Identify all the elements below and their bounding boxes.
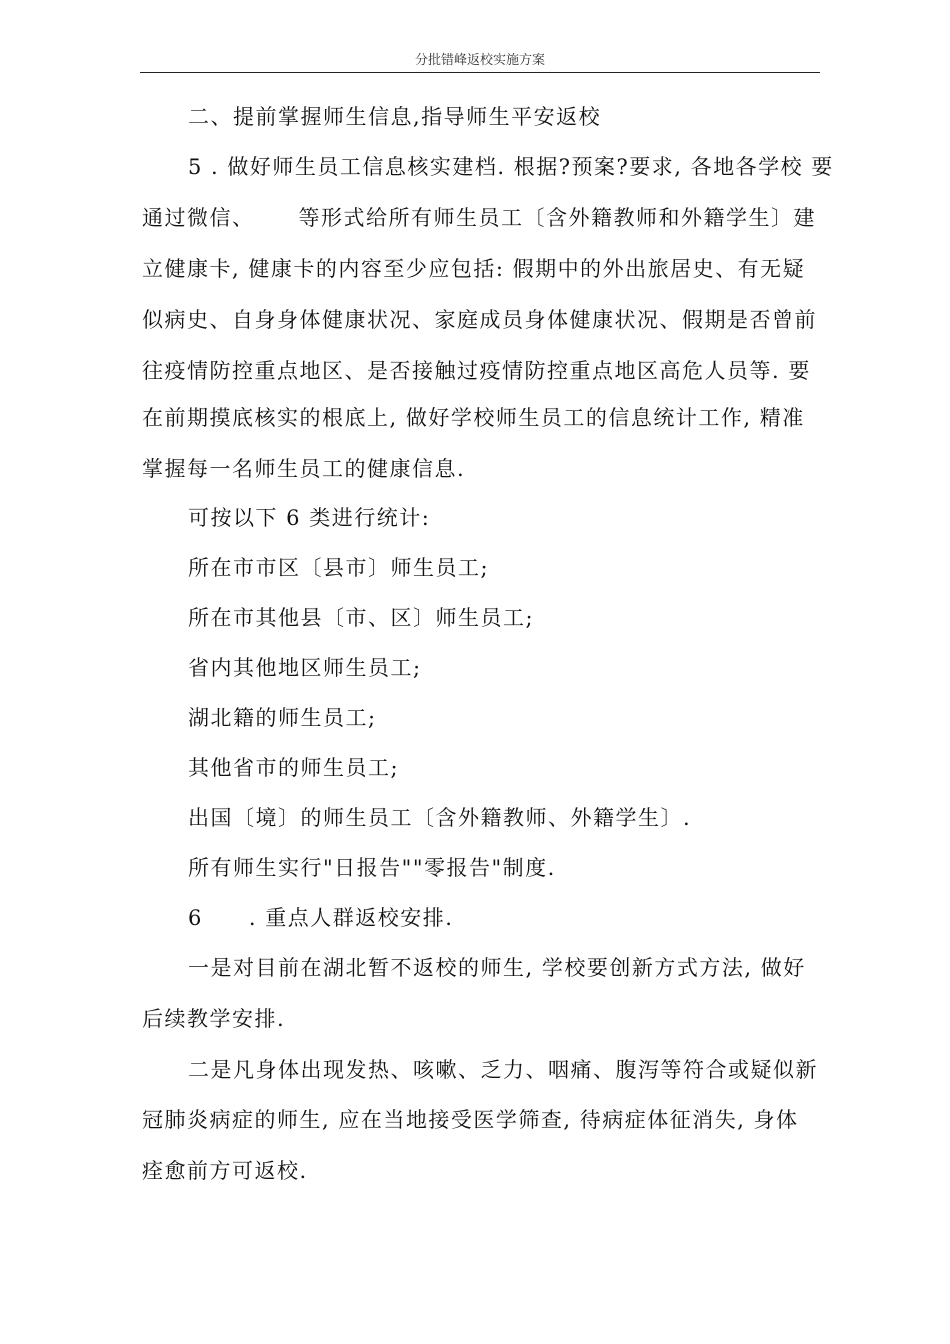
category-item: 省内其他地区师生员工;	[188, 656, 422, 680]
paragraph-5-line-5: 往疫情防控重点地区、是否接触过疫情防控重点地区高危人员等. 要	[142, 359, 811, 383]
section-heading: 二、提前掌握师生信息,指导师生平安返校	[188, 105, 602, 129]
paragraph-5-line-2b: 等形式给所有师生员工〔含外籍教师和外籍学生〕建	[298, 206, 816, 230]
paragraph-5-line-3: 立健康卡, 健康卡的内容至少应包括: 假期中的外出旅居史、有无疑	[142, 257, 806, 281]
paragraph-5-line-1: 5 . 做好师生员工信息核实建档. 根据?预案?要求, 各地各学校 要	[188, 155, 834, 179]
category-item: 出国〔境〕的师生员工〔含外籍教师、外籍学生〕.	[188, 806, 692, 830]
category-item: 所在市其他县〔市、区〕师生员工;	[188, 606, 535, 630]
paragraph-5-line-2a: 通过微信、	[142, 206, 255, 230]
category-item: 湖北籍的师生员工;	[188, 706, 377, 730]
paragraph-6-first-line-2: 后续教学安排.	[142, 1007, 286, 1031]
paragraph-5-line-4: 似病史、自身身体健康状况、家庭成员身体健康状况、假期是否曾前	[142, 308, 817, 332]
paragraph-5-line-6: 在前期摸底核实的根底上, 做好学校师生员工的信息统计工作, 精准	[142, 406, 805, 430]
paragraph-6-heading	[188, 903, 868, 933]
report-system: 所有师生实行"日报告""零报告"制度.	[188, 856, 556, 880]
paragraph-6-title: . 重点人群返校安排.	[248, 906, 454, 930]
header-divider	[140, 72, 820, 73]
paragraph-6-second-line-3: 痊愈前方可返校.	[142, 1159, 308, 1183]
category-item: 所在市市区〔县市〕师生员工;	[188, 556, 490, 580]
paragraph-5-line-2	[142, 203, 822, 233]
stats-intro: 可按以下 6 类进行统计:	[188, 506, 431, 530]
paragraph-6-second-line-2: 冠肺炎病症的师生, 应在当地接受医学筛查, 待病症体征消失, 身体	[142, 1108, 799, 1132]
paragraph-5-line-7: 掌握每一名师生员工的健康信息.	[142, 457, 466, 481]
paragraph-6-first-line-1: 一是对目前在湖北暂不返校的师生, 学校要创新方式方法, 做好	[188, 956, 806, 980]
paragraph-6-second-line-1: 二是凡身体出现发热、咳嗽、乏力、咽痛、腹泻等符合或疑似新	[188, 1058, 818, 1082]
running-header: 分批错峰返校实施方案	[414, 53, 545, 68]
paragraph-6-number: 6	[188, 906, 203, 930]
category-item: 其他省市的师生员工;	[188, 756, 400, 780]
